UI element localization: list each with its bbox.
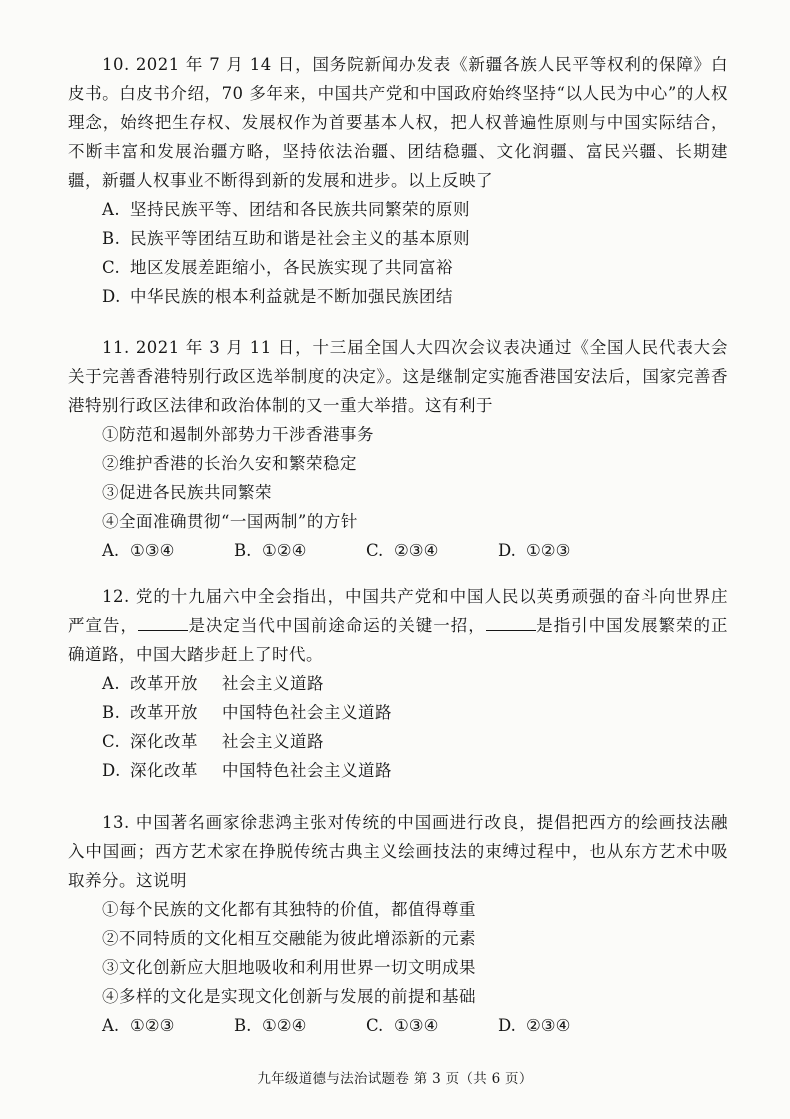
option-text: ①②④ bbox=[262, 1016, 307, 1035]
question-11-options bbox=[68, 536, 728, 565]
question-11-option-c bbox=[366, 536, 498, 565]
option-text: ①③④ bbox=[394, 1016, 439, 1035]
stem-text: 12. 党的十九届六中全会指出，中国共产党和中国人民以英勇顽强的奋斗向世界庄严宣告， bbox=[68, 587, 728, 635]
stem-text: 是决定当代中国前途命运的关键一招， bbox=[187, 616, 486, 635]
fill-blank-2 bbox=[486, 614, 536, 631]
option-first: 深化改革 bbox=[130, 732, 198, 751]
option-letter: D. bbox=[498, 541, 516, 560]
stem-text: 是指引中国发展繁荣的正确道路，中国大踏步赶上了时代。 bbox=[68, 616, 729, 664]
option-text: 民族平等团结互助和谐是社会主义的基本原则 bbox=[130, 229, 470, 248]
question-11 bbox=[68, 333, 728, 565]
question-11-option-a bbox=[102, 536, 234, 565]
option-letter: B. bbox=[234, 541, 252, 560]
question-12-option-d bbox=[68, 756, 728, 785]
option-first: 改革开放 bbox=[130, 674, 198, 693]
option-text: ①②④ bbox=[262, 541, 307, 560]
question-12-option-c bbox=[68, 727, 728, 756]
option-text: 地区发展差距缩小，各民族实现了共同富裕 bbox=[130, 258, 453, 277]
question-11-item-3: ③促进各民族共同繁荣 bbox=[102, 483, 272, 502]
option-letter: C. bbox=[102, 732, 121, 751]
question-13-option-c bbox=[366, 1011, 498, 1040]
fill-blank-1 bbox=[138, 614, 188, 631]
question-10 bbox=[68, 50, 728, 311]
question-10-option-a bbox=[68, 195, 728, 224]
option-first: 深化改革 bbox=[130, 761, 198, 780]
question-11-option-b bbox=[234, 536, 366, 565]
option-letter: C. bbox=[366, 541, 384, 560]
option-letter: B. bbox=[234, 1016, 252, 1035]
page-footer: 九年级道德与法治试题卷 第 3 页（共 6 页） bbox=[257, 1071, 533, 1087]
question-11-stem: 11. 2021 年 3 月 11 日，十三届全国人大四次会议表决通过《全国人民代表大会关于完善香港特别行政区选举制度的决定》。这是继制定实施香港国安法后，国家完善香港特别行政区法律和政治体制的又一重大举措。这有利于 bbox=[68, 338, 728, 415]
question-13-option-b bbox=[234, 1011, 366, 1040]
question-10-option-b bbox=[68, 224, 728, 253]
question-10-option-d bbox=[68, 282, 728, 311]
question-12-stem bbox=[68, 582, 728, 669]
question-12-option-a bbox=[68, 669, 728, 698]
option-text: ①③④ bbox=[130, 541, 175, 560]
question-10-stem: 10. 2021 年 7 月 14 日，国务院新闻办发表《新疆各族人民平等权利的保障》白皮书。白皮书介绍，70 多年来，中国共产党和中国政府始终坚持“以人民为中心”的人权理念，始终把生存权、发展权作为首要基本人权，把人权普遍性原则与中国实际结合，不断丰富和发展治疆方略，坚持依法治疆、团结稳疆、文化润疆、富民兴疆、长期建疆，新疆人权事业不断得到新的发展和进步。以上反映了 bbox=[68, 55, 728, 190]
question-11-option-d bbox=[498, 536, 630, 565]
option-second: 社会主义道路 bbox=[222, 732, 324, 751]
question-11-item-2: ②维护香港的长治久安和繁荣稳定 bbox=[102, 454, 357, 473]
question-13-stem: 13. 中国著名画家徐悲鸿主张对传统的中国画进行改良，提倡把西方的绘画技法融入中国画；西方艺术家在挣脱传统古典主义绘画技法的束缚过程中，也从东方艺术中吸取养分。这说明 bbox=[68, 813, 728, 890]
option-letter: A. bbox=[102, 674, 121, 693]
question-12 bbox=[68, 582, 728, 785]
question-13-item-2: ②不同特质的文化相互交融能为彼此增添新的元素 bbox=[102, 929, 476, 948]
question-10-option-c bbox=[68, 253, 728, 282]
option-first: 改革开放 bbox=[130, 703, 198, 722]
question-13-option-a bbox=[102, 1011, 234, 1040]
option-letter: D. bbox=[102, 287, 121, 306]
option-letter: D. bbox=[498, 1016, 516, 1035]
option-letter: C. bbox=[366, 1016, 384, 1035]
option-text: ②③④ bbox=[394, 541, 439, 560]
option-text: ①②③ bbox=[526, 541, 571, 560]
option-text: ②③④ bbox=[526, 1016, 571, 1035]
question-13-item-1: ①每个民族的文化都有其独特的价值，都值得尊重 bbox=[102, 900, 476, 919]
option-second: 中国特色社会主义道路 bbox=[222, 703, 392, 722]
option-text: 坚持民族平等、团结和各民族共同繁荣的原则 bbox=[130, 200, 470, 219]
option-second: 中国特色社会主义道路 bbox=[222, 761, 392, 780]
question-11-item-1: ①防范和遏制外部势力干涉香港事务 bbox=[102, 425, 374, 444]
question-13-item-4: ④多样的文化是实现文化创新与发展的前提和基础 bbox=[102, 987, 476, 1006]
option-letter: B. bbox=[102, 229, 121, 248]
option-letter: A. bbox=[102, 1016, 120, 1035]
option-letter: C. bbox=[102, 258, 121, 277]
option-second: 社会主义道路 bbox=[222, 674, 324, 693]
option-letter: A. bbox=[102, 200, 121, 219]
option-letter: B. bbox=[102, 703, 121, 722]
option-letter: D. bbox=[102, 761, 121, 780]
question-13-option-d bbox=[498, 1011, 630, 1040]
question-12-option-b bbox=[68, 698, 728, 727]
question-13 bbox=[68, 808, 728, 1040]
option-text: ①②③ bbox=[130, 1016, 175, 1035]
option-text: 中华民族的根本利益就是不断加强民族团结 bbox=[130, 287, 453, 306]
question-13-options bbox=[68, 1011, 728, 1040]
option-letter: A. bbox=[102, 541, 120, 560]
question-13-item-3: ③文化创新应大胆地吸收和利用世界一切文明成果 bbox=[102, 958, 476, 977]
question-11-item-4: ④全面准确贯彻“一国两制”的方针 bbox=[102, 512, 358, 531]
